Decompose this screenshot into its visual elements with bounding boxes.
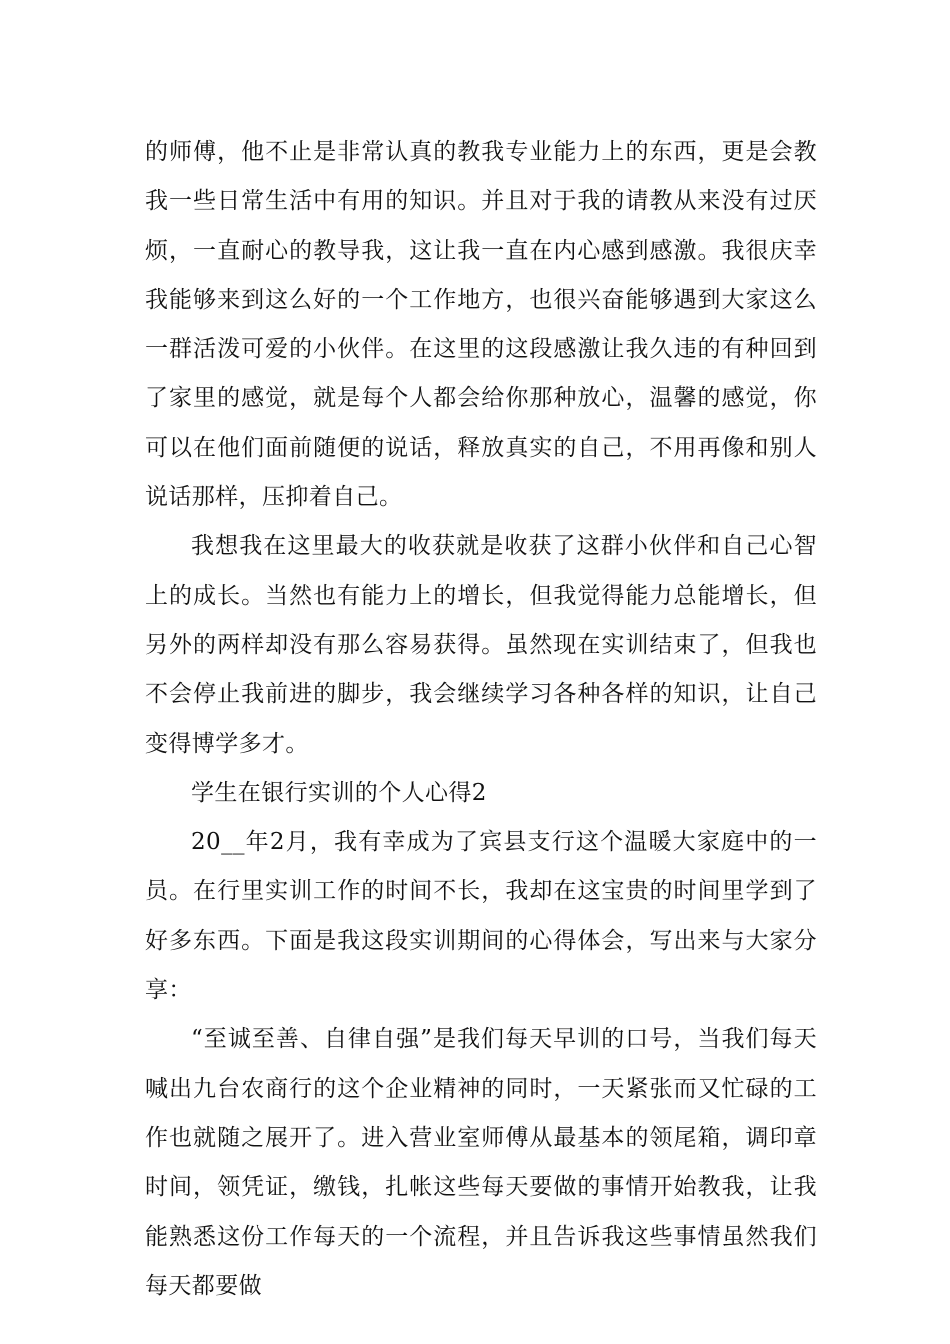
paragraph-mentor-gratitude: 的师傅，他不止是非常认真的教我专业能力上的东西，更是会教我一些日常生活中有用的知识。并且对于我的请教从来没有过厌烦，一直耐心的教导我，这让我一直在内心感到感激。我很庆幸我能够来到这么好的一个工作地方，也很兴奋能够遇到大家这么一群活泼可爱的小伙伴。在这里的这段感激让我久违的有种回到了家里的感觉，就是每个人都会给你那种放心，温馨的感觉，你可以在他们面前随便的说话，释放真实的自己，不用再像和别人说话那样，压抑着自己。	[145, 139, 817, 511]
paragraph-joining-branch: 20__年2月，我有幸成为了宾县支行这个温暖大家庭中的一员。在行里实训工作的时间不长，我却在这宝贵的时间里学到了好多东西。下面是我这段实训期间的心得体会，写出来与大家分享：	[145, 829, 817, 1004]
document-body	[145, 128, 817, 1311]
paragraph-daily-routine: “至诚至善、自律自强”是我们每天早训的口号，当我们每天喊出九台农商行的这个企业精神的同时，一天紧张而又忙碌的工作也就随之展开了。进入营业室师傅从最基本的领尾箱，调印章时间，领凭证，缴钱，扎帐这些每天要做的事情开始教我，让我能熟悉这份工作每天的一个流程，并且告诉我这些事情虽然我们每天都要做	[145, 1026, 817, 1299]
section-heading: 学生在银行实训的个人心得2	[191, 779, 487, 806]
paragraph-biggest-gain: 我想我在这里最大的收获就是收获了这群小伙伴和自己心智上的成长。当然也有能力上的增长，但我觉得能力总能增长，但另外的两样却没有那么容易获得。虽然现在实训结束了，但我也不会停止我前进的脚步，我会继续学习各种各样的知识，让自己变得博学多才。	[145, 533, 817, 757]
